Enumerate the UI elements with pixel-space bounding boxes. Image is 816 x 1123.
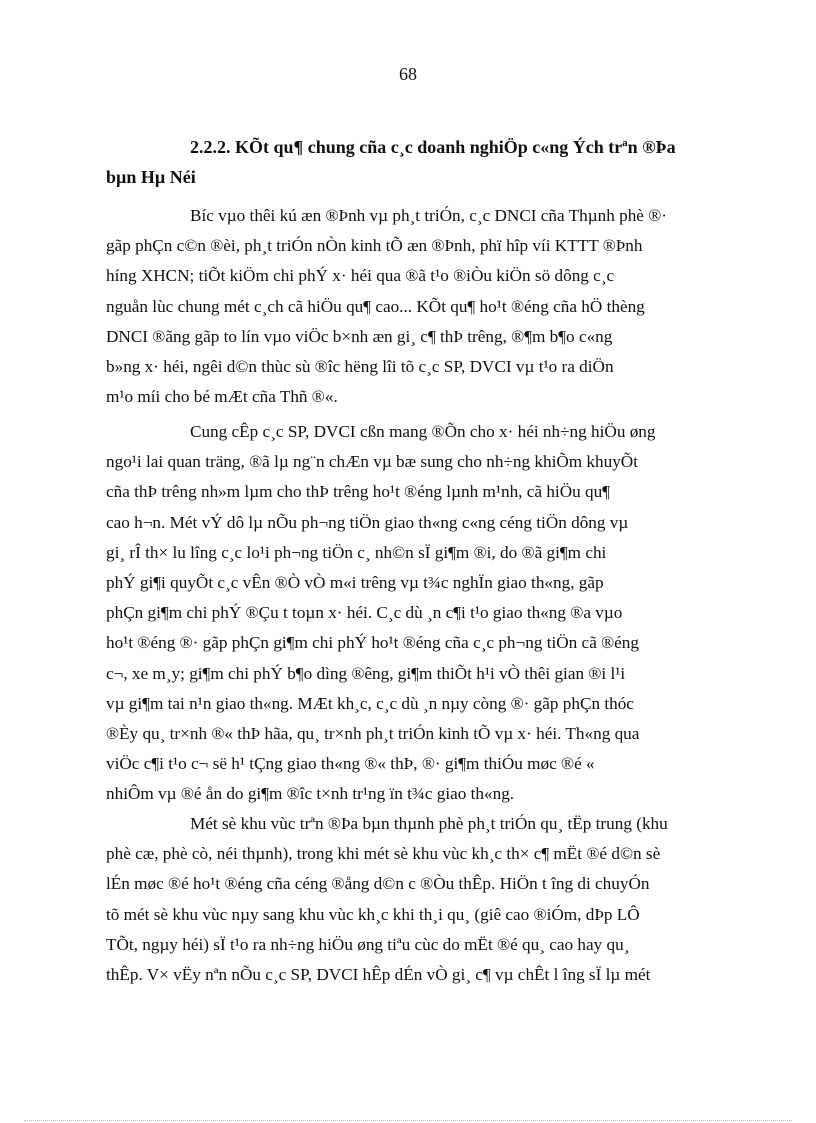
text-line: thÊp. V× vËy nªn nÕu c¸c SP, DVCI hÊp dÉn vÒ gi¸ c¶ vµ chÊt l îng sÏ lµ mét bbox=[106, 965, 651, 985]
section-heading bbox=[106, 132, 750, 192]
text-line: phè cæ, phè cò, néi thµnh), trong khi mét sè khu vùc kh¸c th× c¶ mËt ®é d©n sè bbox=[106, 844, 661, 864]
text-line: Mét sè khu vùc trªn ®Þa bµn thµnh phè ph¸t triÓn qu¸ tËp trung (khu bbox=[190, 814, 668, 833]
text-line: Bíc vµo thêi kú æn ®Þnh vµ ph¸t triÓn, c¸c DNCI cña Thµnh phè ®· bbox=[190, 206, 668, 225]
text-line: TÕt, ngµy héi) sÏ t¹o ra nh÷ng hiÖu øng tiªu cùc do mËt ®é qu¸ cao hay qu¸ bbox=[106, 934, 630, 954]
text-line: híng XHCN; tiÕt kiÖm chi phÝ x· héi qua ®ã t¹o ®iÒu kiÖn sö dông c¸c bbox=[106, 266, 615, 286]
text-line: phÇn gi¶m chi phÝ ®Çu t toµn x· héi. C¸c dù ¸n c¶i t¹o giao th«ng ®a vµo bbox=[106, 603, 623, 623]
text-line: tõ mét sè khu vùc nµy sang khu vùc kh¸c khi th¸i qu¸ (giê cao ®iÓm, dÞp LÔ bbox=[106, 904, 640, 924]
text-line: ngo¹i lai quan träng, ®ã lµ ng¨n chÆn vµ bæ sung cho nh÷ng khiÕm khuyÕt bbox=[106, 452, 638, 472]
text-line: vµ gi¶m tai n¹n giao th«ng. MÆt kh¸c, c¸c dù ¸n nµy còng ®· gãp phÇn thóc bbox=[106, 693, 634, 713]
paragraph-1 bbox=[106, 201, 740, 412]
section-heading-line-2: bµn Hµ Néi bbox=[106, 167, 196, 187]
text-line: gãp phÇn c©n ®èi, ph¸t triÓn nÒn kinh tÕ æn ®Þnh, phï hîp víi KTTT ®Þnh bbox=[106, 236, 643, 256]
text-line: nhiÔm vµ ®é ån do gi¶m ®îc t×nh tr¹ng ïn t¾c giao th«ng. bbox=[106, 784, 515, 804]
text-line: gi¸ rÎ th× lu lîng c¸c lo¹i ph¬ng tiÖn c¸ nh©n sÏ gi¶m ®i, do ®ã gi¶m chi bbox=[106, 542, 607, 562]
paragraph-2 bbox=[106, 417, 740, 810]
paragraph-3 bbox=[106, 809, 740, 990]
text-line: DNCI ®ãng gãp to lín vµo viÖc b×nh æn gi¸ c¶ thÞ trêng, ®¶m b¶o c«ng bbox=[106, 326, 613, 346]
page-number: 68 bbox=[399, 64, 417, 84]
text-line: phÝ gi¶i quyÕt c¸c vÊn ®Ò vÒ m«i trêng vµ t¾c nghÏn giao th«ng, gãp bbox=[106, 573, 604, 593]
text-line: Cung cÊp c¸c SP, DVCI cßn mang ®Õn cho x· héi nh÷ng hiÖu øng bbox=[190, 422, 656, 441]
section-heading-line-1: 2.2.2. KÕt qu¶ chung cña c¸c doanh nghiÖp c«ng Ých trªn ®Þa bbox=[190, 137, 676, 157]
text-line: ho¹t ®éng ®· gãp phÇn gi¶m chi phÝ ho¹t ®éng cña c¸c ph¬ng tiÖn cã ®éng bbox=[106, 633, 639, 653]
text-line: m¹o míi cho bé mÆt cña Thñ ®«. bbox=[106, 387, 338, 407]
text-line: cña thÞ trêng nh»m lµm cho thÞ trêng ho¹t ®éng lµnh m¹nh, cã hiÖu qu¶ bbox=[106, 482, 610, 502]
text-line: b»ng x· héi, ngêi d©n thùc sù ®îc hëng lîi tõ c¸c SP, DVCI vµ t¹o ra diÖn bbox=[106, 357, 614, 377]
text-line: nguån lùc chung mét c¸ch cã hiÖu qu¶ cao... KÕt qu¶ ho¹t ®éng cña hÖ thèng bbox=[106, 296, 645, 316]
text-line: viÖc c¶i t¹o c¬ së h¹ tÇng giao th«ng ®« thÞ, ®· gi¶m thiÓu møc ®é « bbox=[106, 754, 595, 774]
page-bottom-divider bbox=[24, 1120, 792, 1121]
text-line: cao h¬n. Mét vÝ dô lµ nÕu ph¬ng tiÖn giao th«ng c«ng céng tiÖn dông vµ bbox=[106, 512, 629, 532]
text-line: c¬, xe m¸y; gi¶m chi phÝ b¶o dìng ®êng, gi¶m thiÕt h¹i vÒ thêi gian ®i l¹i bbox=[106, 663, 626, 683]
text-line: ®Èy qu¸ tr×nh ®« thÞ hãa, qu¸ tr×nh ph¸t triÓn kinh tÕ vµ x· héi. Th«ng qua bbox=[106, 724, 640, 744]
text-line: lÉn møc ®é ho¹t ®éng cña céng ®ång d©n c ®Òu thÊp. HiÖn t îng di chuyÓn bbox=[106, 874, 650, 894]
